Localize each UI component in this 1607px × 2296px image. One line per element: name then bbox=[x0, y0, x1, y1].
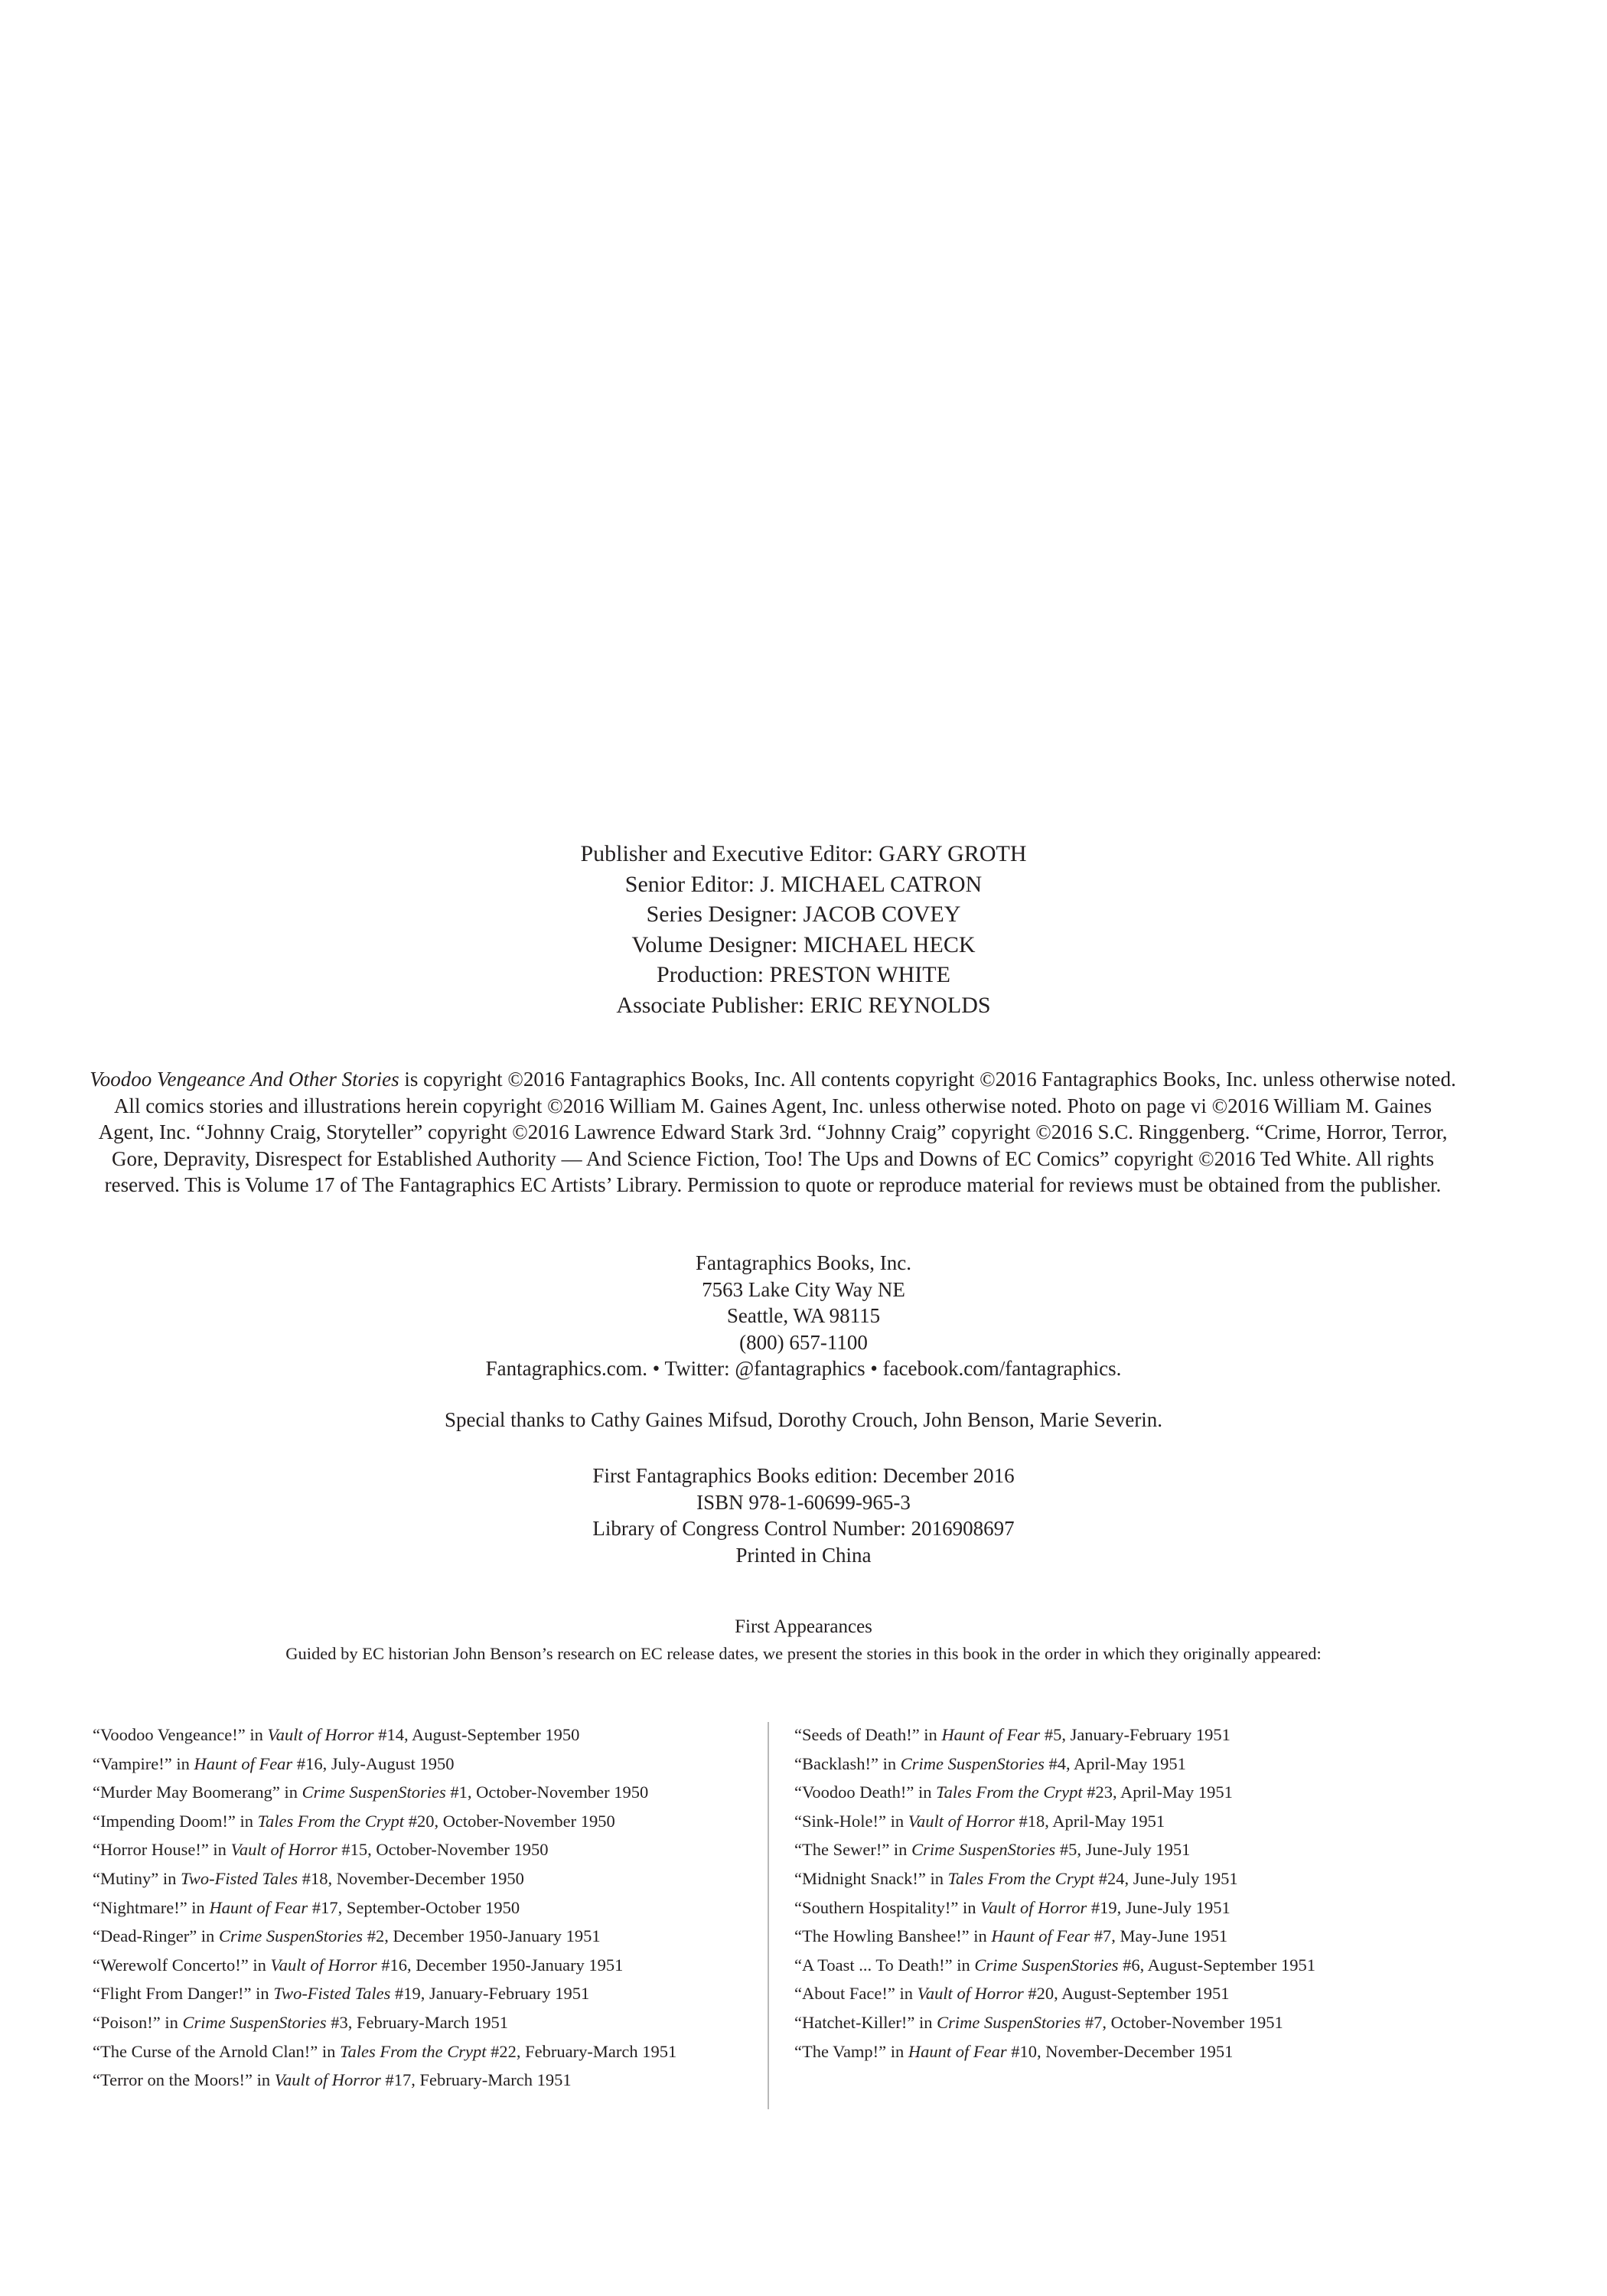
issue-and-date: #6, August-September 1951 bbox=[1118, 1955, 1315, 1975]
web-and-social: Fantagraphics.com. • Twitter: @fantagraphics • facebook.com/fantagraphics. bbox=[485, 1357, 1122, 1380]
issue-and-date: #4, April-May 1951 bbox=[1044, 1753, 1186, 1773]
appearance-item bbox=[794, 1893, 1483, 1923]
appearance-item bbox=[794, 1922, 1483, 1951]
publication-title: Crime SuspenStories bbox=[900, 1753, 1045, 1773]
appearances-list-right bbox=[794, 1720, 1483, 2066]
appearances-list-left bbox=[93, 1720, 766, 2095]
appearance-item bbox=[794, 2037, 1483, 2066]
publication-title: Haunt of Fear bbox=[908, 2041, 1007, 2061]
issue-and-date: #5, June-July 1951 bbox=[1055, 1840, 1191, 1860]
publisher-name: Fantagraphics Books, Inc. bbox=[696, 1251, 911, 1274]
appearance-item bbox=[93, 1864, 766, 1893]
copyright-text: is copyright ©2016 Fantagraphics Books, Inc. All contents copyright ©2016 Fantagraphics Books, Inc. unless otherwise noted. All comics stories and illustrations herein copyright ©2016 William M. Gaines Agent, Inc. unless otherwise noted. Photo on page vi ©2016 William M. Gaines Agent, Inc. “Johnny Craig, Storyteller” copyright ©2016 Lawrence Edward Stark 3rd. “Johnny Craig” copyright ©2016 S.C. Ringgenberg. “Crime, Horror, Terror, Gore, Depravity, Disrespect for Established Authority — And Science Fiction, Too! The Ups and Downs of EC Comics” copyright ©2016 Ted White. All rights reserved. This is Volume 17 of The Fantagraphics EC Artists’ Library. Permission to quote or reproduce material for reviews must be obtained from the publisher. bbox=[98, 1068, 1456, 1196]
publication-title: Crime SuspenStories bbox=[974, 1955, 1119, 1975]
phone-number: (800) 657-1100 bbox=[739, 1330, 868, 1354]
story-name: “Midnight Snack!” in bbox=[794, 1868, 948, 1888]
story-name: “Horror House!” in bbox=[93, 1840, 231, 1860]
publication-title: Vault of Horror bbox=[908, 1811, 1015, 1831]
issue-and-date: #3, February-March 1951 bbox=[326, 2012, 509, 2032]
issue-and-date: #19, January-February 1951 bbox=[390, 1984, 590, 2004]
credit-series-designer: Series Designer: JACOB COVEY bbox=[646, 902, 961, 927]
story-name: “Nightmare!” in bbox=[93, 1897, 210, 1917]
issue-and-date: #5, January-February 1951 bbox=[1040, 1725, 1231, 1744]
appearance-item bbox=[93, 1922, 766, 1951]
story-name: “A Toast ... To Death!” in bbox=[794, 1955, 975, 1975]
appearance-item bbox=[93, 1835, 766, 1864]
appearance-item bbox=[93, 2037, 766, 2066]
issue-and-date: #7, October-November 1951 bbox=[1081, 2012, 1283, 2032]
story-name: “Terror on the Moors!” in bbox=[93, 2070, 275, 2090]
book-title: Voodoo Vengeance And Other Stories bbox=[90, 1068, 399, 1091]
city-state-zip: Seattle, WA 98115 bbox=[726, 1304, 881, 1327]
issue-and-date: #24, June-July 1951 bbox=[1094, 1868, 1238, 1888]
credit-senior-editor: Senior Editor: J. MICHAEL CATRON bbox=[624, 871, 983, 897]
appearance-item bbox=[794, 1720, 1483, 1750]
story-name: “Hatchet-Killer!” in bbox=[794, 2012, 937, 2032]
publication-title: Two-Fisted Tales bbox=[273, 1984, 391, 2004]
credit-production: Production: PRESTON WHITE bbox=[657, 962, 950, 987]
credit-associate-publisher: Associate Publisher: ERIC REYNOLDS bbox=[616, 992, 991, 1018]
story-name: “Poison!” in bbox=[93, 2012, 183, 2032]
story-name: “Sink-Hole!” in bbox=[794, 1811, 908, 1831]
story-name: “Southern Hospitality!” in bbox=[794, 1897, 981, 1917]
issue-and-date: #16, July-August 1950 bbox=[292, 1753, 455, 1773]
appearance-item bbox=[794, 1750, 1483, 1779]
appearance-item bbox=[794, 1864, 1483, 1893]
publication-title: Vault of Horror bbox=[267, 1725, 374, 1744]
street-address: 7563 Lake City Way NE bbox=[702, 1277, 905, 1301]
publication-title: Tales From the Crypt bbox=[947, 1868, 1095, 1888]
credit-volume-designer: Volume Designer: MICHAEL HECK bbox=[631, 931, 976, 957]
publication-title: Vault of Horror bbox=[980, 1897, 1087, 1917]
issue-and-date: #17, February-March 1951 bbox=[380, 2070, 572, 2090]
publication-title: Tales From the Crypt bbox=[936, 1782, 1083, 1802]
story-name: “Mutiny” in bbox=[93, 1868, 181, 1888]
publication-title: Haunt of Fear bbox=[991, 1926, 1090, 1946]
first-appearances-heading: First Appearances bbox=[735, 1616, 872, 1637]
appearance-item bbox=[93, 1893, 766, 1923]
edition-info bbox=[0, 1463, 1607, 1568]
issue-and-date: #20, October-November 1950 bbox=[404, 1811, 615, 1831]
publication-title: Vault of Horror bbox=[230, 1840, 337, 1860]
publication-title: Tales From the Crypt bbox=[340, 2041, 487, 2061]
appearance-item bbox=[794, 1778, 1483, 1807]
story-name: “Murder May Boomerang” in bbox=[93, 1782, 302, 1802]
appearance-item bbox=[794, 1951, 1483, 1980]
copyright-notice bbox=[84, 1066, 1462, 1199]
publication-title: Crime SuspenStories bbox=[911, 1840, 1056, 1860]
issue-and-date: #1, October-November 1950 bbox=[445, 1782, 649, 1802]
appearance-item bbox=[93, 1979, 766, 2008]
loc-number: Library of Congress Control Number: 2016908697 bbox=[592, 1517, 1015, 1540]
publication-title: Vault of Horror bbox=[270, 1955, 377, 1975]
publication-title: Vault of Horror bbox=[917, 1984, 1024, 2004]
publication-title: Crime SuspenStories bbox=[182, 2012, 327, 2032]
appearance-item bbox=[794, 2008, 1483, 2037]
story-name: “Voodoo Vengeance!” in bbox=[93, 1725, 268, 1744]
publication-title: Haunt of Fear bbox=[941, 1725, 1041, 1744]
story-name: “The Curse of the Arnold Clan!” in bbox=[93, 2041, 341, 2061]
issue-and-date: #18, April-May 1951 bbox=[1014, 1811, 1165, 1831]
issue-and-date: #14, August-September 1950 bbox=[373, 1725, 580, 1744]
publication-title: Vault of Horror bbox=[274, 2070, 381, 2090]
publication-title: Two-Fisted Tales bbox=[180, 1868, 298, 1888]
issue-and-date: #15, October-November 1950 bbox=[337, 1840, 549, 1860]
edition-line: First Fantagraphics Books edition: December 2016 bbox=[592, 1464, 1015, 1487]
first-appearances-intro: Guided by EC historian John Benson’s research on EC release dates, we present the stories in this book in the order in which they originally appeared: bbox=[285, 1644, 1322, 1663]
story-name: “The Howling Banshee!” in bbox=[794, 1926, 992, 1946]
appearance-item bbox=[794, 1979, 1483, 2008]
story-name: “Voodoo Death!” in bbox=[794, 1782, 937, 1802]
publication-title: Crime SuspenStories bbox=[302, 1782, 446, 1802]
publication-title: Haunt of Fear bbox=[194, 1753, 293, 1773]
appearance-item bbox=[93, 1807, 766, 1836]
publication-title: Crime SuspenStories bbox=[937, 2012, 1081, 2032]
issue-and-date: #2, December 1950-January 1951 bbox=[363, 1926, 601, 1946]
story-name: “The Vamp!” in bbox=[794, 2041, 908, 2061]
issue-and-date: #16, December 1950-January 1951 bbox=[376, 1955, 624, 1975]
appearance-item bbox=[93, 2066, 766, 2095]
issue-and-date: #18, November-December 1950 bbox=[298, 1868, 524, 1888]
appearance-item bbox=[93, 1951, 766, 1980]
story-name: “Flight From Danger!” in bbox=[93, 1984, 274, 2004]
issue-and-date: #23, April-May 1951 bbox=[1082, 1782, 1233, 1802]
printed-in: Printed in China bbox=[735, 1543, 872, 1567]
appearance-item bbox=[93, 1778, 766, 1807]
story-name: “Seeds of Death!” in bbox=[794, 1725, 942, 1744]
isbn: ISBN 978-1-60699-965-3 bbox=[696, 1490, 911, 1514]
story-name: “Vampire!” in bbox=[93, 1753, 194, 1773]
story-name: “Dead-Ringer” in bbox=[93, 1926, 219, 1946]
appearance-item bbox=[794, 1835, 1483, 1864]
appearance-item bbox=[794, 1807, 1483, 1836]
issue-and-date: #22, February-March 1951 bbox=[486, 2041, 677, 2061]
appearance-item bbox=[93, 1720, 766, 1750]
credit-publisher: Publisher and Executive Editor: GARY GROTH bbox=[580, 841, 1027, 866]
publication-title: Tales From the Crypt bbox=[257, 1811, 405, 1831]
story-name: “Impending Doom!” in bbox=[93, 1811, 258, 1831]
special-thanks: Special thanks to Cathy Gaines Mifsud, Dorothy Crouch, John Benson, Marie Severin. bbox=[444, 1408, 1163, 1431]
staff-credits bbox=[0, 839, 1607, 1020]
story-name: “The Sewer!” in bbox=[794, 1840, 912, 1860]
appearance-item bbox=[93, 1750, 766, 1779]
publisher-address bbox=[0, 1250, 1607, 1382]
issue-and-date: #10, November-December 1951 bbox=[1006, 2041, 1234, 2061]
issue-and-date: #7, May-June 1951 bbox=[1090, 1926, 1228, 1946]
publication-title: Crime SuspenStories bbox=[218, 1926, 363, 1946]
issue-and-date: #19, June-July 1951 bbox=[1087, 1897, 1231, 1917]
story-name: “Backlash!” in bbox=[794, 1753, 901, 1773]
publication-title: Haunt of Fear bbox=[209, 1897, 308, 1917]
issue-and-date: #20, August-September 1951 bbox=[1023, 1984, 1230, 2004]
story-name: “Werewolf Concerto!” in bbox=[93, 1955, 271, 1975]
story-name: “About Face!” in bbox=[794, 1984, 918, 2004]
appearance-item bbox=[93, 2008, 766, 2037]
issue-and-date: #17, September-October 1950 bbox=[308, 1897, 520, 1917]
column-divider bbox=[768, 1722, 769, 2109]
